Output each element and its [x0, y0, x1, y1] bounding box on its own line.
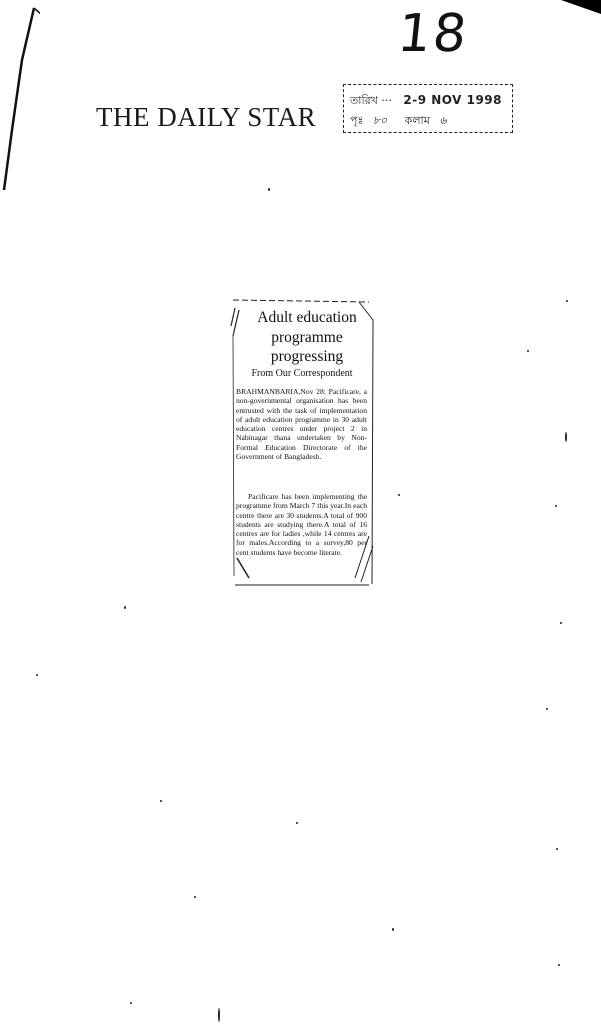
scan-speck	[268, 188, 270, 191]
newspaper-masthead: THE DAILY STAR	[96, 102, 317, 132]
scan-speck	[558, 964, 560, 966]
article-paragraph-2: Pacificare has been implementing the programme from March 7 this year.In each centre there are 30 students.A total of 900 students are studying there.A total of 16 centres are for ladies ,while 14 centres are for males.According to a survey,80 per cent students have become literate.	[236, 492, 367, 557]
scan-speck	[160, 800, 162, 802]
stamp-page-label: পৃঃ	[350, 114, 364, 127]
scan-speck	[194, 896, 196, 898]
scan-speck	[124, 606, 126, 609]
newspaper-clipping	[229, 296, 375, 586]
scan-speck	[546, 708, 548, 710]
handwritten-page-number: 18	[394, 4, 472, 64]
stamp-column-value: ৬	[439, 114, 447, 127]
scan-speck	[398, 494, 400, 496]
stamp-page-value: ৮০	[372, 114, 388, 127]
article-headline	[243, 308, 371, 367]
article-byline: From Our Correspondent	[251, 368, 353, 379]
date-stamp	[343, 84, 513, 133]
scan-speck	[566, 300, 568, 302]
scan-edge-line	[0, 0, 40, 200]
scan-speck	[555, 505, 557, 507]
stamp-column-label: কলাম	[404, 114, 430, 127]
headline-line-2: programme	[271, 328, 343, 346]
scan-speck	[130, 1002, 132, 1004]
stamp-date-label: তারিখ ···	[350, 94, 392, 107]
scan-speck	[560, 622, 562, 624]
scan-speck	[218, 1008, 220, 1022]
headline-line-3: progressing	[270, 348, 344, 365]
scan-speck	[392, 928, 394, 931]
stamp-date: 2-9 NOV 1998	[403, 93, 503, 107]
page-corner-mark	[561, 0, 601, 14]
headline-line-1: Adult education	[257, 309, 357, 326]
scan-speck	[565, 432, 567, 442]
scan-speck	[36, 674, 38, 676]
scan-speck	[556, 848, 558, 850]
scan-speck	[527, 350, 529, 352]
scan-speck	[296, 822, 298, 824]
article-paragraph-1: BRAHMANBARIA,Nov 28: Pacificare, a non-governmental organisation has been entrusted with the task of implementation of adult education programme in 30 adult education centres under project 2 in Nabinagar thana undertaken by Non-Formal Education Directorate of the Government of Bangladesh.	[236, 387, 367, 462]
